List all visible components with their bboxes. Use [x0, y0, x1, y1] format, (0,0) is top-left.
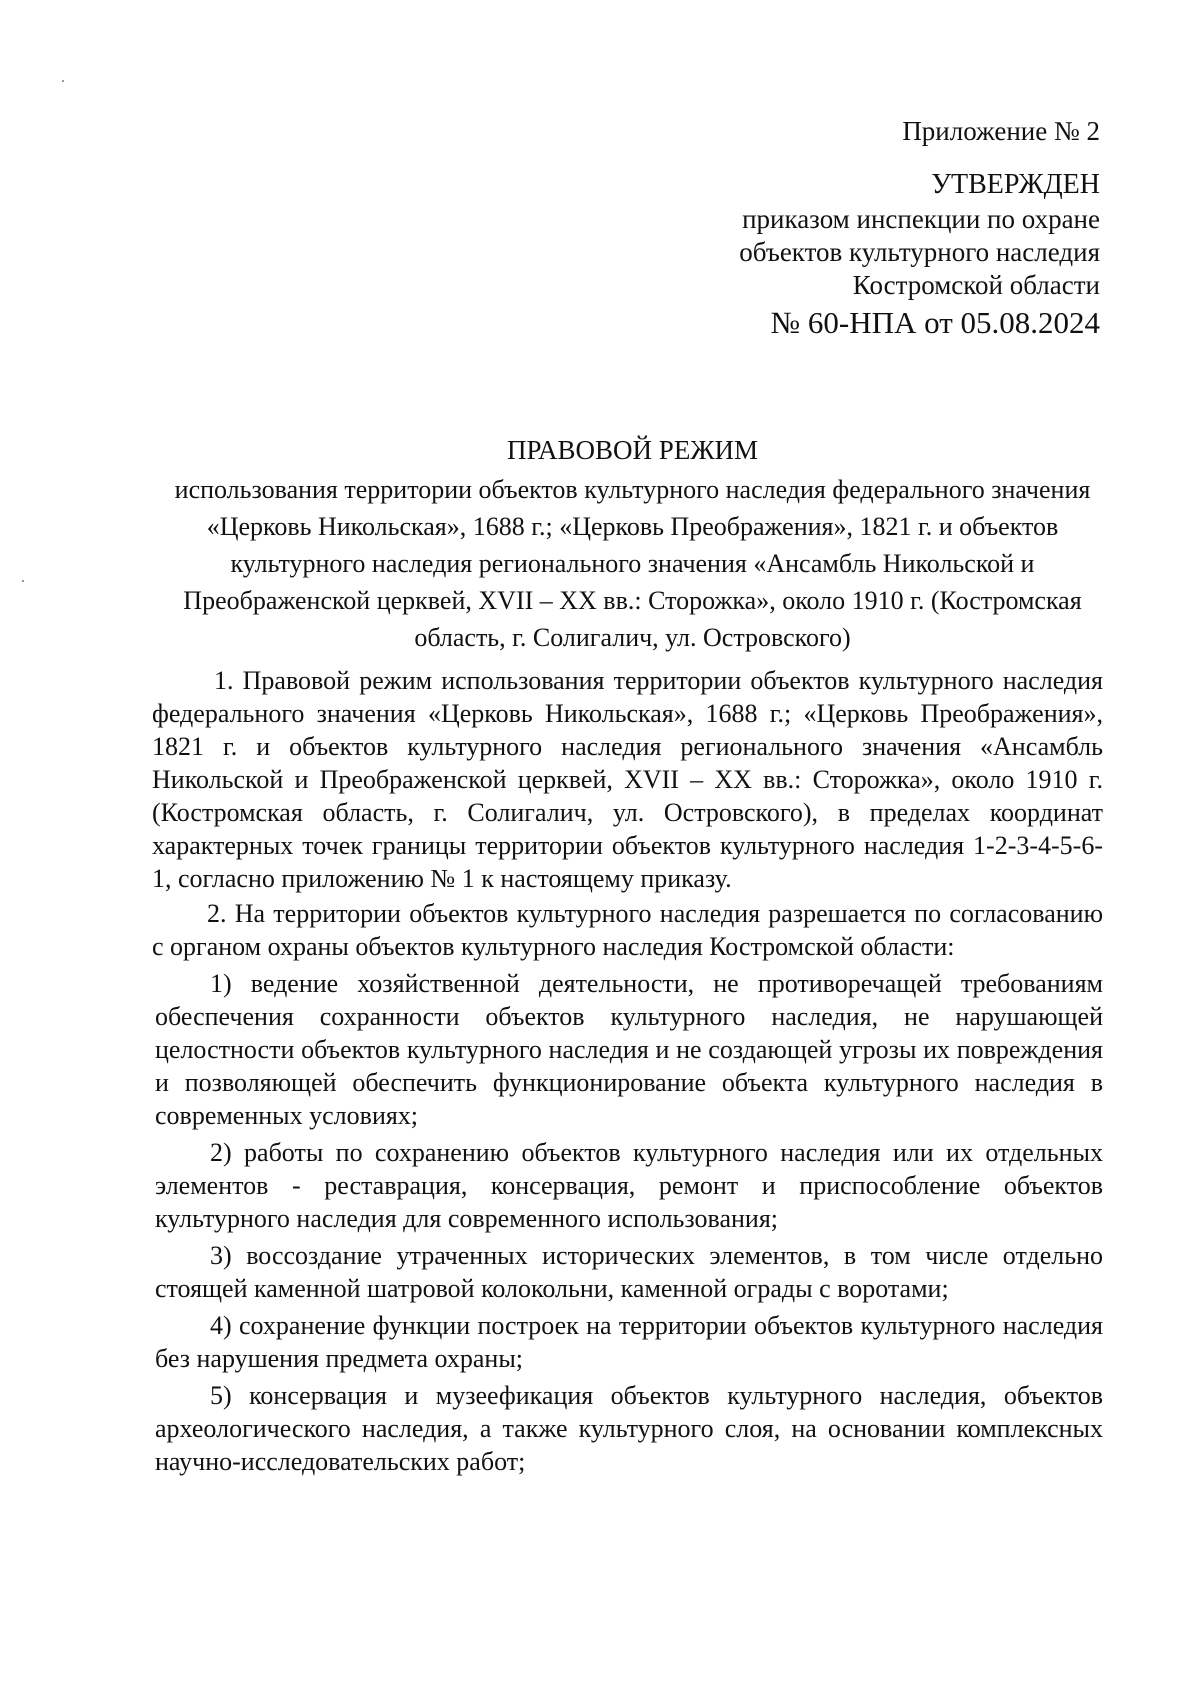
list-item-2: 2) работы по сохранению объектов культурного наследия или их отдельных элементов - реставрация, консервация, ремонт и приспособление объектов культурного наследия для современного использования; — [155, 1138, 1103, 1233]
scan-speck — [62, 80, 64, 82]
paragraph-1: 1. Правовой режим использования территории объектов культурного наследия федерального значения «Церковь Никольская», 1688 г.; «Церковь Преображения», 1821 г. и объектов культурного наследия регионального значения «Ансамбль Никольской и Преображенской церквей, XVII – XX вв.: Сторожка», около 1910 г. (Костромская область, г. Солигалич, ул. Островского), в пределах координат характерных точек границы территории объектов культурного наследия 1-2-3-4-5-6-1, согласно приложению № 1 к настоящему приказу. — [152, 666, 1103, 893]
document-subtitle: использования территории объектов культурного наследия федерального значения «Церковь Никольская», 1688 г.; «Церковь Преображения», 1821 г. и объектов культурного наследия регионального значения «Ансамбль Никольской и Преображенской церквей, XVII – XX вв.: Сторожка», около 1910 г. (Костромская область, г. Солигалич, ул. Островского) — [174, 475, 1091, 652]
appendix-label: Приложение № 2 — [902, 116, 1100, 146]
order-number: № 60-НПА от 05.08.2024 — [770, 305, 1100, 340]
document-title: ПРАВОВОЙ РЕЖИМ — [506, 435, 759, 465]
document-body — [152, 664, 1103, 1478]
scan-speck — [22, 580, 24, 582]
approved-label: УТВЕРЖДЕН — [931, 169, 1100, 200]
approval-header — [739, 115, 1100, 339]
approved-by-line: приказом инспекции по охране — [742, 204, 1100, 234]
list-item-1: 1) ведение хозяйственной деятельности, не противоречащей требованиям обеспечения сохранности объектов культурного наследия, не нарушающей целостности объектов культурного наследия и не создающей угрозы их повреждения и позволяющей обеспечить функционирование объекта культурного наследия в современных условиях; — [155, 969, 1103, 1130]
approved-by-line: объектов культурного наследия — [739, 237, 1100, 267]
list-item-3: 3) воссоздание утраченных исторических элементов, в том числе отдельно стоящей каменной шатровой колокольни, каменной ограды с воротами; — [155, 1241, 1103, 1303]
approved-by-line: Костромской области — [852, 270, 1100, 300]
document-title-block — [165, 432, 1100, 656]
list-item-5: 5) консервация и музеефикация объектов культурного наследия, объектов археологического наследия, а также культурного слоя, на основании комплексных научно-исследовательских работ; — [155, 1381, 1103, 1476]
list-item-4: 4) сохранение функции построек на территории объектов культурного наследия без нарушения предмета охраны; — [155, 1311, 1103, 1373]
paragraph-2: 2. На территории объектов культурного наследия разрешается по согласованию с органом охраны объектов культурного наследия Костромской области: — [152, 899, 1103, 961]
